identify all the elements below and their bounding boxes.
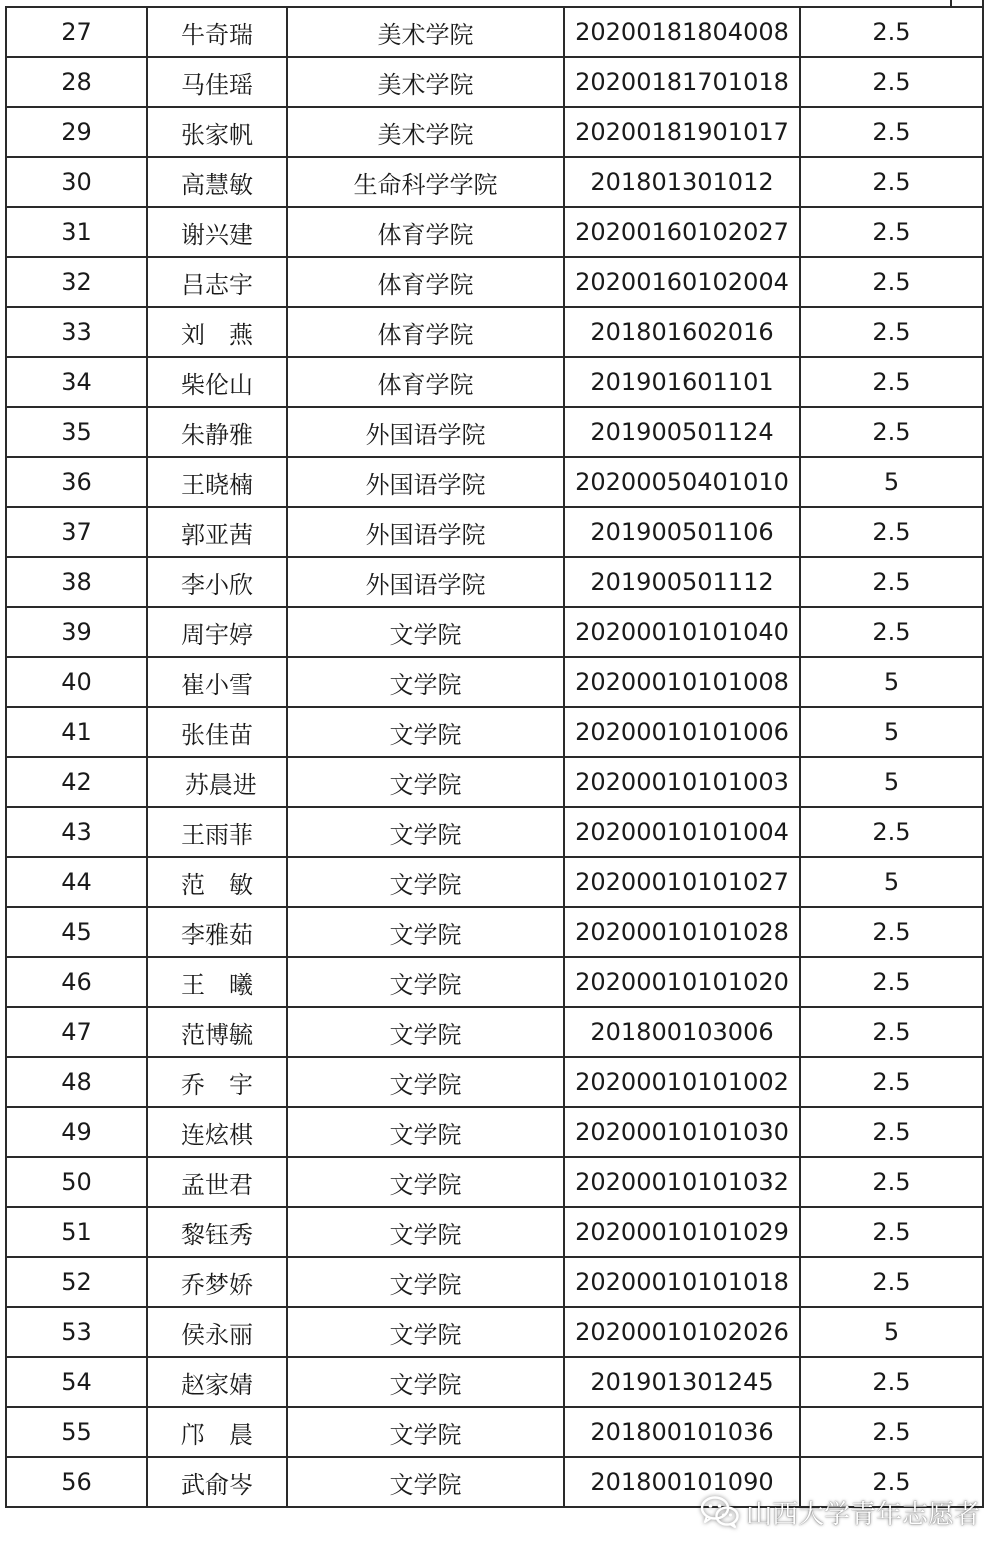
row-number-cell: 35 [6, 407, 147, 457]
hours-cell: 2.5 [800, 1257, 983, 1307]
wechat-icon [700, 1495, 740, 1529]
student-id-cell: 20200160102004 [564, 257, 800, 307]
college-cell: 文学院 [287, 1407, 564, 1457]
table-row [6, 1357, 983, 1407]
table-row [6, 7, 983, 57]
hours-cell: 5 [800, 1307, 983, 1357]
table-row [6, 1057, 983, 1107]
table-row [6, 607, 983, 657]
name-cell: 连炫棋 [147, 1107, 287, 1157]
name-cell: 王晓楠 [147, 457, 287, 507]
student-id-cell: 201800101036 [564, 1407, 800, 1457]
college-cell: 文学院 [287, 1107, 564, 1157]
name-cell: 马佳瑶 [147, 57, 287, 107]
table-row [6, 157, 983, 207]
name-cell: 崔小雪 [147, 657, 287, 707]
row-number-cell: 33 [6, 307, 147, 357]
row-number-cell: 30 [6, 157, 147, 207]
volunteer-hours-table [5, 6, 984, 1508]
hours-cell: 2.5 [800, 607, 983, 657]
name-cell: 黎钰秀 [147, 1207, 287, 1257]
name-cell: 侯永丽 [147, 1307, 287, 1357]
table-row [6, 707, 983, 757]
college-cell: 文学院 [287, 1457, 564, 1507]
hours-cell: 2.5 [800, 1407, 983, 1457]
row-number-cell: 55 [6, 1407, 147, 1457]
student-id-cell: 20200010101006 [564, 707, 800, 757]
student-id-cell: 20200160102027 [564, 207, 800, 257]
hours-cell: 5 [800, 657, 983, 707]
name-cell: 范博毓 [147, 1007, 287, 1057]
row-number-cell: 52 [6, 1257, 147, 1307]
hours-cell: 2.5 [800, 1107, 983, 1157]
name-cell: 刘 燕 [147, 307, 287, 357]
hours-cell: 2.5 [800, 907, 983, 957]
hours-cell: 2.5 [800, 507, 983, 557]
row-number-cell: 50 [6, 1157, 147, 1207]
volunteer-hours-table-container [5, 6, 982, 1508]
row-number-cell: 27 [6, 7, 147, 57]
hours-cell: 2.5 [800, 257, 983, 307]
row-number-cell: 46 [6, 957, 147, 1007]
college-cell: 文学院 [287, 1357, 564, 1407]
row-number-cell: 43 [6, 807, 147, 857]
name-cell: 乔梦娇 [147, 1257, 287, 1307]
row-number-cell: 56 [6, 1457, 147, 1507]
table-row [6, 557, 983, 607]
college-cell: 体育学院 [287, 257, 564, 307]
name-cell: 柴伦山 [147, 357, 287, 407]
table-row [6, 107, 983, 157]
college-cell: 文学院 [287, 757, 564, 807]
table-row [6, 907, 983, 957]
student-id-cell: 20200181804008 [564, 7, 800, 57]
name-cell: 吕志宇 [147, 257, 287, 307]
watermark [700, 1490, 980, 1534]
student-id-cell: 20200010101032 [564, 1157, 800, 1207]
hours-cell: 2.5 [800, 7, 983, 57]
student-id-cell: 20200010101003 [564, 757, 800, 807]
table-row [6, 1007, 983, 1057]
college-cell: 外国语学院 [287, 557, 564, 607]
name-cell: 牛奇瑞 [147, 7, 287, 57]
table-row [6, 57, 983, 107]
hours-cell: 2.5 [800, 807, 983, 857]
college-cell: 文学院 [287, 857, 564, 907]
table-row [6, 757, 983, 807]
student-id-cell: 20200010101020 [564, 957, 800, 1007]
name-cell: 周宇婷 [147, 607, 287, 657]
student-id-cell: 201900501124 [564, 407, 800, 457]
student-id-cell: 201801602016 [564, 307, 800, 357]
watermark-text: 山西大学青年志愿者 [746, 1499, 981, 1530]
college-cell: 体育学院 [287, 307, 564, 357]
row-number-cell: 40 [6, 657, 147, 707]
college-cell: 美术学院 [287, 7, 564, 57]
table-row [6, 1307, 983, 1357]
student-id-cell: 201800103006 [564, 1007, 800, 1057]
name-cell: 孟世君 [147, 1157, 287, 1207]
college-cell: 美术学院 [287, 57, 564, 107]
hours-cell: 2.5 [800, 1157, 983, 1207]
name-cell: 邝 晨 [147, 1407, 287, 1457]
table-row [6, 1107, 983, 1157]
college-cell: 文学院 [287, 1207, 564, 1257]
name-cell: 郭亚茜 [147, 507, 287, 557]
student-id-cell: 201900501112 [564, 557, 800, 607]
student-id-cell: 201901301245 [564, 1357, 800, 1407]
name-cell: 王 曦 [147, 957, 287, 1007]
row-number-cell: 31 [6, 207, 147, 257]
college-cell: 文学院 [287, 1057, 564, 1107]
row-number-cell: 32 [6, 257, 147, 307]
college-cell: 文学院 [287, 707, 564, 757]
student-id-cell: 20200010101040 [564, 607, 800, 657]
college-cell: 外国语学院 [287, 407, 564, 457]
row-number-cell: 39 [6, 607, 147, 657]
name-cell: 赵家婧 [147, 1357, 287, 1407]
table-row [6, 257, 983, 307]
hours-cell: 5 [800, 757, 983, 807]
hours-cell: 2.5 [800, 207, 983, 257]
table-row [6, 1257, 983, 1307]
hours-cell: 2.5 [800, 1057, 983, 1107]
hours-cell: 2.5 [800, 1207, 983, 1257]
table-row [6, 207, 983, 257]
college-cell: 文学院 [287, 907, 564, 957]
hours-cell: 2.5 [800, 557, 983, 607]
name-cell: 武俞岑 [147, 1457, 287, 1507]
table-row [6, 1157, 983, 1207]
row-number-cell: 28 [6, 57, 147, 107]
college-cell: 外国语学院 [287, 457, 564, 507]
hours-cell: 2.5 [800, 957, 983, 1007]
hours-cell: 5 [800, 707, 983, 757]
table-row [6, 357, 983, 407]
hours-cell: 2.5 [800, 1357, 983, 1407]
hours-cell: 2.5 [800, 107, 983, 157]
table-row [6, 407, 983, 457]
table-row [6, 1207, 983, 1257]
row-number-cell: 53 [6, 1307, 147, 1357]
student-id-cell: 20200010101029 [564, 1207, 800, 1257]
college-cell: 文学院 [287, 957, 564, 1007]
table-row [6, 807, 983, 857]
table-row [6, 307, 983, 357]
name-cell: 高慧敏 [147, 157, 287, 207]
student-id-cell: 20200010102026 [564, 1307, 800, 1357]
college-cell: 文学院 [287, 1157, 564, 1207]
row-number-cell: 38 [6, 557, 147, 607]
student-id-cell: 20200181701018 [564, 57, 800, 107]
name-cell: 张家帆 [147, 107, 287, 157]
student-id-cell: 20200010101004 [564, 807, 800, 857]
hours-cell: 2.5 [800, 307, 983, 357]
table-body [6, 7, 983, 1507]
name-cell: 李雅茹 [147, 907, 287, 957]
college-cell: 文学院 [287, 1257, 564, 1307]
student-id-cell: 20200010101030 [564, 1107, 800, 1157]
student-id-cell: 20200010101008 [564, 657, 800, 707]
table-row [6, 857, 983, 907]
row-number-cell: 37 [6, 507, 147, 557]
student-id-cell: 201800101090 [564, 1457, 800, 1507]
row-number-cell: 54 [6, 1357, 147, 1407]
student-id-cell: 201801301012 [564, 157, 800, 207]
table-row [6, 957, 983, 1007]
name-cell: 谢兴建 [147, 207, 287, 257]
table-row [6, 507, 983, 557]
student-id-cell: 20200010101018 [564, 1257, 800, 1307]
college-cell: 生命科学学院 [287, 157, 564, 207]
college-cell: 美术学院 [287, 107, 564, 157]
college-cell: 文学院 [287, 657, 564, 707]
name-cell: 范 敏 [147, 857, 287, 907]
college-cell: 文学院 [287, 1007, 564, 1057]
row-number-cell: 45 [6, 907, 147, 957]
college-cell: 文学院 [287, 607, 564, 657]
table-row [6, 657, 983, 707]
row-number-cell: 51 [6, 1207, 147, 1257]
table-row [6, 457, 983, 507]
hours-cell: 2.5 [800, 57, 983, 107]
college-cell: 文学院 [287, 807, 564, 857]
student-id-cell: 201900501106 [564, 507, 800, 557]
table-row [6, 1407, 983, 1457]
college-cell: 文学院 [287, 1307, 564, 1357]
row-number-cell: 47 [6, 1007, 147, 1057]
hours-cell: 2.5 [800, 157, 983, 207]
name-cell: 张佳苗 [147, 707, 287, 757]
student-id-cell: 20200050401010 [564, 457, 800, 507]
student-id-cell: 201901601101 [564, 357, 800, 407]
row-number-cell: 36 [6, 457, 147, 507]
college-cell: 体育学院 [287, 207, 564, 257]
row-number-cell: 49 [6, 1107, 147, 1157]
name-cell: 李小欣 [147, 557, 287, 607]
hours-cell: 2.5 [800, 357, 983, 407]
row-number-cell: 34 [6, 357, 147, 407]
college-cell: 体育学院 [287, 357, 564, 407]
hours-cell: 5 [800, 457, 983, 507]
student-id-cell: 20200010101028 [564, 907, 800, 957]
hours-cell: 2.5 [800, 407, 983, 457]
name-cell: 朱静雅 [147, 407, 287, 457]
student-id-cell: 20200010101002 [564, 1057, 800, 1107]
row-number-cell: 41 [6, 707, 147, 757]
hours-cell: 2.5 [800, 1457, 983, 1507]
name-cell: 王雨菲 [147, 807, 287, 857]
row-number-cell: 29 [6, 107, 147, 157]
college-cell: 外国语学院 [287, 507, 564, 557]
row-number-cell: 48 [6, 1057, 147, 1107]
student-id-cell: 20200181901017 [564, 107, 800, 157]
student-id-cell: 20200010101027 [564, 857, 800, 907]
hours-cell: 5 [800, 857, 983, 907]
name-cell: 苏晨进 [147, 757, 287, 807]
row-number-cell: 42 [6, 757, 147, 807]
row-number-cell: 44 [6, 857, 147, 907]
hours-cell: 2.5 [800, 1007, 983, 1057]
name-cell: 乔 宇 [147, 1057, 287, 1107]
